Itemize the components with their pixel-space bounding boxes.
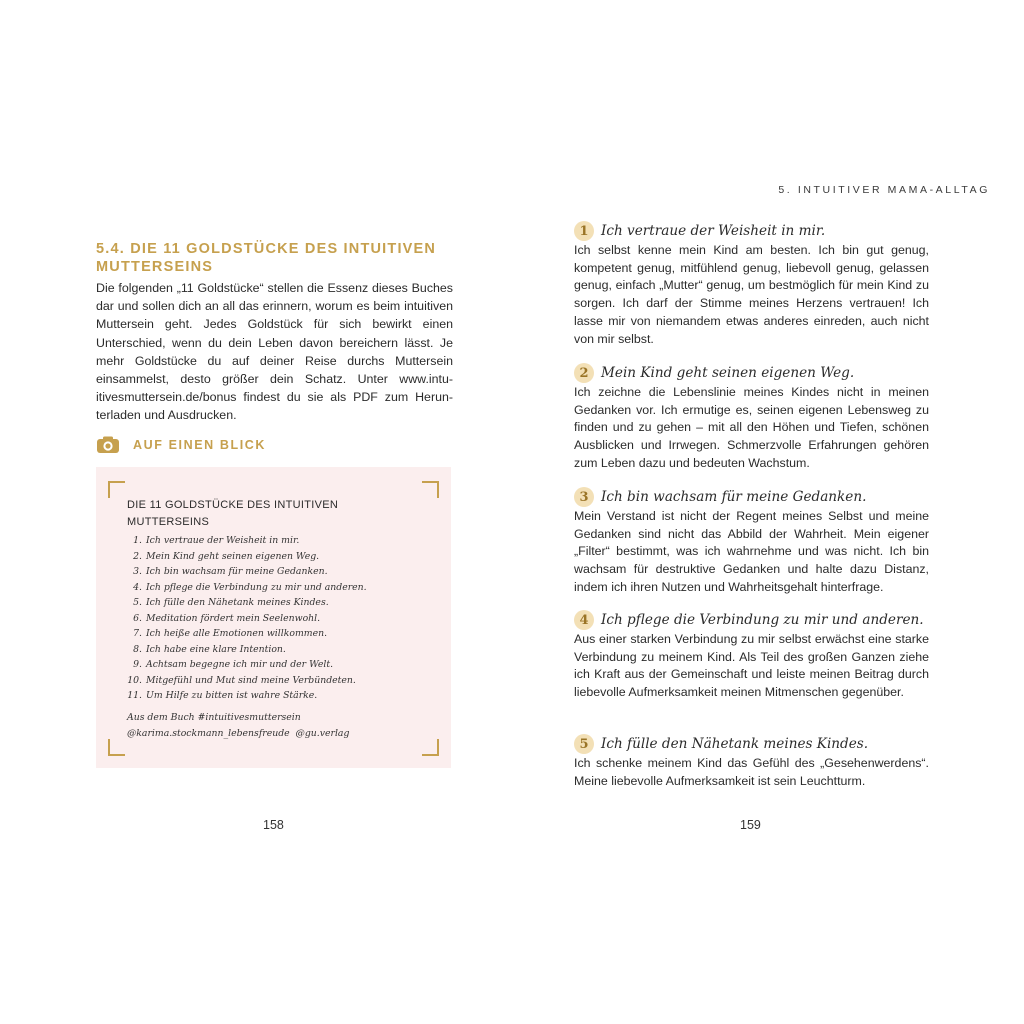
at-a-glance-heading	[96, 434, 266, 456]
list-item	[127, 673, 427, 689]
goldstuecke-list	[127, 533, 427, 704]
item-body: Ich zeichne die Lebenslinie meines Kindes nicht in meinen Gedanken vor. Ich ermutige es, seinen eigenen Lebensweg zu finden und zu gehen – mit all den Höhen und Tiefen, schönen Ausblicken und Irrwegen. Schmerzvolle Erfahrungen gehören zum Leben dazu und bedeuten Wachstum.	[574, 385, 929, 470]
list-item	[127, 688, 427, 704]
item-header	[574, 220, 929, 242]
list-item-text: Ich fülle den Nähetank meines Kindes.	[146, 597, 329, 608]
list-item-text: Achtsam begegne ich mir und der Welt.	[146, 659, 334, 670]
corner-mark	[108, 739, 125, 756]
section-title-line-1: 5.4. DIE 11 GOLDSTÜCKE DES INTUITIVEN	[96, 241, 437, 257]
at-a-glance-label: AUF EINEN BLICK	[133, 438, 267, 452]
list-item	[127, 549, 427, 565]
number-badge: 3	[574, 487, 594, 507]
list-item-number: 10.	[127, 674, 142, 686]
list-item-number: 7.	[133, 628, 142, 639]
list-item	[127, 564, 427, 580]
camera-icon	[96, 436, 120, 454]
item-body: Mein Verstand ist nicht der Regent meines Selbst und meine Gedanken sind nicht das Abbild der Wahrheit. Mein eigener „Filter“ bestimmt, was ich wahrnehme und was nicht. Ich bin wachsam für destruktive Gedanken und halte dazu Distanz, indem ich ihren Nutzen und Wahrheitsgehalt hinterfrage.	[574, 509, 929, 594]
number-badge: 5	[574, 734, 594, 754]
goldstueck-item-5	[574, 733, 929, 790]
list-item-number: 8.	[133, 643, 142, 655]
list-item	[127, 611, 427, 627]
item-header	[574, 362, 929, 384]
box-title	[127, 497, 367, 531]
corner-mark	[108, 481, 125, 498]
item-heading: Ich fülle den Nähetank meines Kindes.	[601, 736, 869, 752]
item-body: Ich schenke meinem Kind das Gefühl des „Gesehenwerdens“. Meine liebevolle Aufmerksamkeit ist sein Leuchtturm.	[574, 756, 929, 788]
list-item-number: 6.	[133, 612, 142, 624]
item-body: Ich selbst kenne mein Kind am besten. Ich bin gut genug, kompetent genug, mitfühlend genug, liebevoll genug, gelassen genug, einfach „Mutter“ genug, um bestmöglich für mein Kind zu sorgen. Ich darf der Stimme meines Herzens vertrauen! Ich lasse mir von niemandem etwas anderes einreden, auch nicht von mir selbst.	[574, 243, 929, 346]
list-item-text: Ich heiße alle Emotionen willkommen.	[146, 628, 328, 639]
section-title-line-2: MUTTERSEINS	[96, 259, 214, 275]
corner-mark	[422, 481, 439, 498]
list-item	[127, 533, 427, 549]
number-badge: 2	[574, 363, 594, 383]
number-badge: 1	[574, 221, 594, 241]
credit-line-1: Aus dem Buch #intuitivesmuttersein	[127, 712, 301, 723]
list-item-number: 2.	[133, 550, 142, 562]
running-head: 5. INTUITIVER MAMA-ALLTAG	[778, 184, 990, 196]
intro-paragraph: Die folgenden „11 Goldstücke“ stellen die Essenz dieses Buches dar und sollen dich an all das erinnern, worum es beim intuitiven Muttersein geht. Jedes Goldstück für sich bewirkt einen Unterschied, wenn du dein Leben davon bereichern lässt. Je mehr Goldstücke du auf deiner Reise durchs Muttersein einsammelst, desto größer dein Schatz. Unter www.intuitivesmuttersein.de/bonus findest du sie als PDF zum Herunterladen und Ausdrucken.	[96, 281, 453, 423]
list-item-text: Ich bin wachsam für meine Gedanken.	[146, 566, 328, 577]
item-header	[574, 733, 929, 755]
list-item-text: Mitgefühl und Mut sind meine Verbündeten.	[146, 674, 356, 686]
list-item-text: Meditation fördert mein Seelenwohl.	[146, 612, 321, 624]
list-item-text: Ich vertraue der Weisheit in mir.	[146, 535, 300, 546]
goldstueck-item-3	[574, 486, 929, 597]
list-item-text: Um Hilfe zu bitten ist wahre Stärke.	[146, 690, 318, 701]
list-item	[127, 626, 427, 642]
section-title	[96, 240, 476, 276]
item-header	[574, 486, 929, 508]
list-item-number: 3.	[133, 566, 142, 577]
list-item-number: 9.	[133, 659, 142, 670]
list-item	[127, 580, 427, 596]
goldstueck-item-2	[574, 362, 929, 473]
goldstueck-item-1	[574, 220, 929, 348]
item-body: Aus einer starken Verbindung zu mir selbst erwächst eine starke Verbindung zu meinem Kind. Als Teil des großen Ganzen ziehe ich Kraft aus der Gemeinschaft und leiste meinen Beitrag durch liebevolle Aufmerksamkeit meinen Mitmenschen gegenüber.	[574, 632, 929, 700]
page-number-right: 159	[740, 818, 761, 832]
item-heading: Ich vertraue der Weisheit in mir.	[601, 223, 826, 239]
list-item-text: Ich pflege die Verbindung zu mir und anderen.	[146, 581, 367, 593]
right-page	[512, 0, 1024, 1024]
list-item-text: Ich habe eine klare Intention.	[146, 643, 286, 655]
list-item-text: Mein Kind geht seinen eigenen Weg.	[146, 550, 320, 562]
list-item-number: 11.	[127, 690, 142, 701]
box-title-line-1: DIE 11 GOLDSTÜCKE DES INTUITIVEN	[127, 499, 339, 511]
credit-line-2: @karima.stockmann_lebensfreude @gu.verlag	[127, 728, 350, 739]
list-item-number: 4.	[133, 581, 142, 593]
item-header	[574, 609, 929, 631]
number-badge: 4	[574, 610, 594, 630]
item-heading: Mein Kind geht seinen eigenen Weg.	[601, 365, 855, 381]
box-title-line-2: MUTTERSEINS	[127, 516, 210, 528]
item-heading: Ich pflege die Verbindung zu mir und anderen.	[601, 612, 924, 628]
page-number-left: 158	[263, 818, 284, 832]
list-item	[127, 642, 427, 658]
goldstuecke-box	[96, 467, 451, 768]
list-item	[127, 595, 427, 611]
list-item	[127, 657, 427, 673]
item-heading: Ich bin wachsam für meine Gedanken.	[601, 489, 867, 505]
goldstueck-item-4	[574, 609, 929, 702]
list-item-number: 1.	[133, 535, 142, 546]
list-item-number: 5.	[133, 597, 142, 608]
box-credit	[127, 710, 427, 742]
